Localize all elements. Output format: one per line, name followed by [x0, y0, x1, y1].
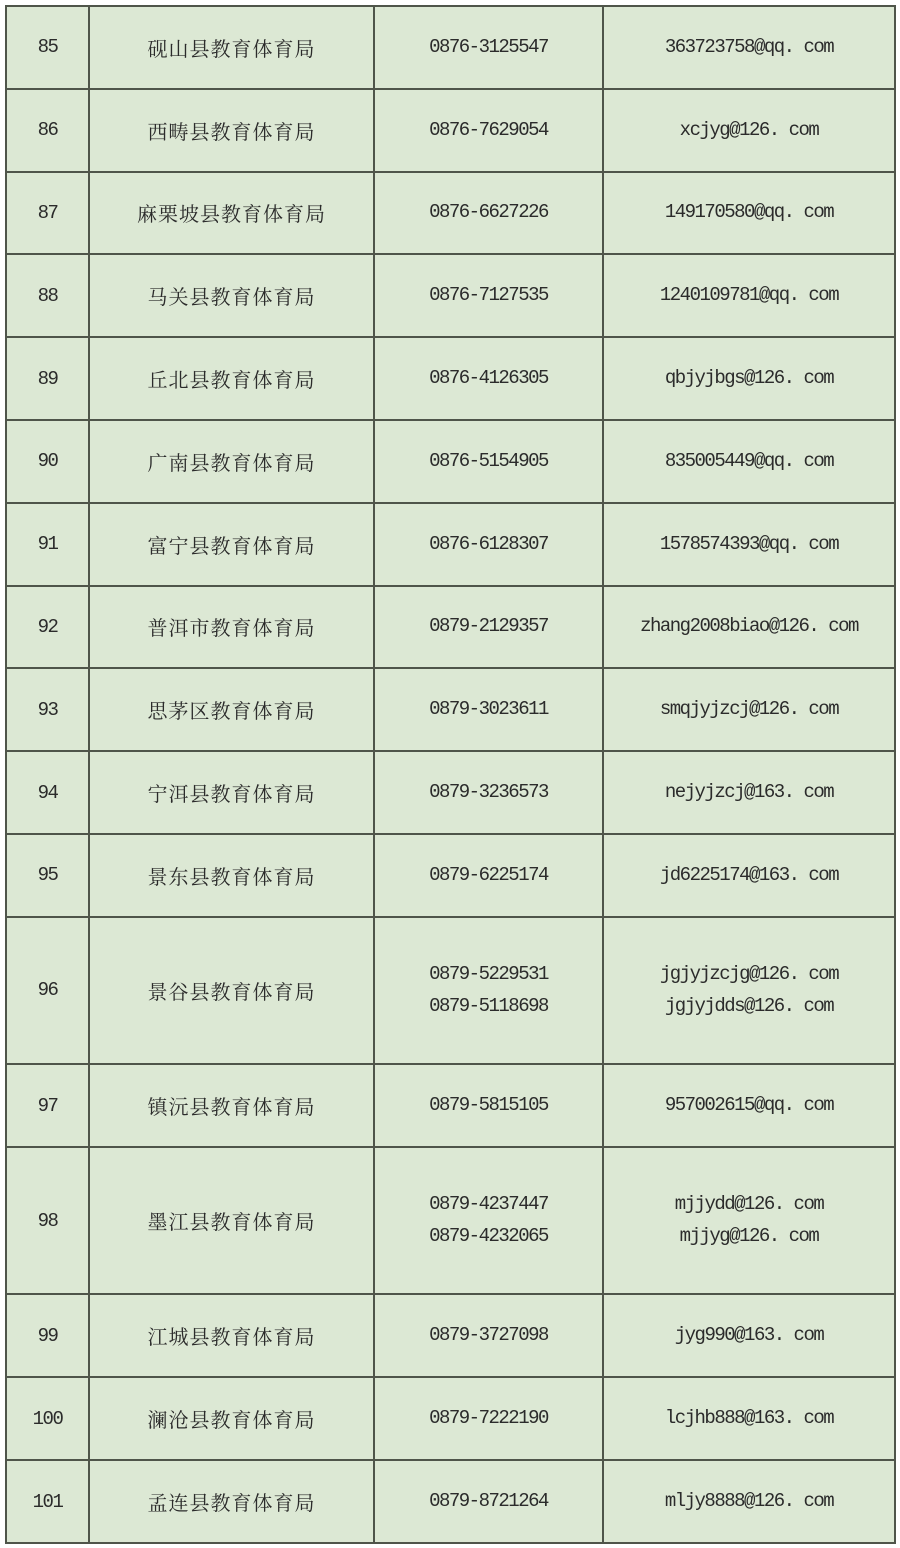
email-line: jgjyjzcjg@126. com: [659, 962, 839, 985]
email-line: 363723758@qq. com: [664, 35, 834, 58]
row-number-cell: 96: [6, 917, 89, 1064]
email-line: 1240109781@qq. com: [659, 284, 839, 307]
phone-cell: [374, 1377, 603, 1460]
phone-line: 0879-8721264: [429, 1490, 548, 1513]
phone-line: 0879-3727098: [429, 1324, 548, 1347]
table-row: [6, 420, 895, 503]
row-number-cell: 90: [6, 420, 89, 503]
table-row: [6, 751, 895, 834]
row-number-cell: 89: [6, 337, 89, 420]
phone-cell: [374, 254, 603, 337]
phone-cell: [374, 1294, 603, 1377]
bureau-name-cell: 镇沅县教育体育局: [89, 1064, 374, 1147]
phone-line: 0879-5118698: [429, 994, 548, 1017]
phone-cell: [374, 337, 603, 420]
email-line: jd6225174@163. com: [659, 863, 839, 886]
email-cell: [603, 1064, 895, 1147]
bureau-name-cell: 西畴县教育体育局: [89, 89, 374, 172]
phone-line: 0876-3125547: [429, 35, 548, 58]
email-cell: [603, 89, 895, 172]
email-cell: [603, 1294, 895, 1377]
bureau-name-cell: 砚山县教育体育局: [89, 6, 374, 89]
bureau-name-cell: 丘北县教育体育局: [89, 337, 374, 420]
phone-line: 0879-4237447: [429, 1193, 548, 1216]
email-cell: [603, 6, 895, 89]
email-line: mjjydd@126. com: [674, 1193, 824, 1216]
row-number-cell: 97: [6, 1064, 89, 1147]
row-number-cell: 94: [6, 751, 89, 834]
row-number-cell: 98: [6, 1147, 89, 1294]
phone-line: 0879-2129357: [429, 615, 548, 638]
email-cell: [603, 1460, 895, 1543]
phone-cell: [374, 1147, 603, 1294]
bureau-name-cell: 江城县教育体育局: [89, 1294, 374, 1377]
table-row: [6, 503, 895, 586]
contact-table-container: [5, 5, 894, 1544]
phone-line: 0876-6128307: [429, 532, 548, 555]
phone-line: 0876-4126305: [429, 367, 548, 390]
table-row: [6, 6, 895, 89]
phone-line: 0879-3023611: [429, 698, 548, 721]
bureau-name-cell: 广南县教育体育局: [89, 420, 374, 503]
bureau-name-cell: 普洱市教育体育局: [89, 586, 374, 669]
phone-line: 0879-7222190: [429, 1407, 548, 1430]
phone-line: 0876-6627226: [429, 201, 548, 224]
email-line: mljy8888@126. com: [664, 1490, 834, 1513]
email-cell: [603, 1147, 895, 1294]
phone-cell: [374, 668, 603, 751]
row-number-cell: 95: [6, 834, 89, 917]
email-cell: [603, 172, 895, 255]
table-row: [6, 586, 895, 669]
table-row: [6, 1460, 895, 1543]
phone-cell: [374, 1460, 603, 1543]
table-row: [6, 254, 895, 337]
phone-cell: [374, 917, 603, 1064]
table-row: [6, 834, 895, 917]
email-line: nejyjzcj@163. com: [664, 781, 834, 804]
email-cell: [603, 834, 895, 917]
row-number-cell: 91: [6, 503, 89, 586]
row-number-cell: 93: [6, 668, 89, 751]
table-row: [6, 1377, 895, 1460]
phone-cell: [374, 172, 603, 255]
bureau-name-cell: 宁洱县教育体育局: [89, 751, 374, 834]
email-line: 1578574393@qq. com: [659, 532, 839, 555]
table-row: [6, 89, 895, 172]
phone-line: 0879-6225174: [429, 863, 548, 886]
row-number-cell: 92: [6, 586, 89, 669]
row-number-cell: 88: [6, 254, 89, 337]
email-cell: [603, 586, 895, 669]
row-number-cell: 87: [6, 172, 89, 255]
phone-line: 0876-5154905: [429, 449, 548, 472]
bureau-name-cell: 澜沧县教育体育局: [89, 1377, 374, 1460]
row-number-cell: 85: [6, 6, 89, 89]
phone-cell: [374, 751, 603, 834]
bureau-name-cell: 孟连县教育体育局: [89, 1460, 374, 1543]
email-cell: [603, 1377, 895, 1460]
phone-cell: [374, 503, 603, 586]
table-row: [6, 172, 895, 255]
email-line: jgjyjdds@126. com: [664, 994, 834, 1017]
phone-line: 0879-5815105: [429, 1094, 548, 1117]
bureau-name-cell: 富宁县教育体育局: [89, 503, 374, 586]
phone-cell: [374, 6, 603, 89]
row-number-cell: 100: [6, 1377, 89, 1460]
email-line: jyg990@163. com: [674, 1324, 824, 1347]
phone-line: 0876-7127535: [429, 284, 548, 307]
table-row: [6, 668, 895, 751]
phone-line: 0879-5229531: [429, 962, 548, 985]
email-cell: [603, 917, 895, 1064]
email-line: qbjyjbgs@126. com: [664, 367, 834, 390]
bureau-name-cell: 思茅区教育体育局: [89, 668, 374, 751]
phone-line: 0879-3236573: [429, 781, 548, 804]
bureau-name-cell: 墨江县教育体育局: [89, 1147, 374, 1294]
email-cell: [603, 751, 895, 834]
phone-line: 0876-7629054: [429, 118, 548, 141]
table-row: [6, 337, 895, 420]
table-row: [6, 917, 895, 1064]
row-number-cell: 101: [6, 1460, 89, 1543]
email-line: smqjyjzcj@126. com: [659, 698, 839, 721]
phone-cell: [374, 834, 603, 917]
bureau-name-cell: 马关县教育体育局: [89, 254, 374, 337]
email-cell: [603, 503, 895, 586]
email-line: 149170580@qq. com: [664, 201, 834, 224]
email-line: 835005449@qq. com: [664, 449, 834, 472]
email-line: mjjyg@126. com: [679, 1225, 819, 1248]
contact-table: [5, 5, 896, 1544]
email-cell: [603, 668, 895, 751]
email-line: lcjhb888@163. com: [664, 1407, 834, 1430]
email-line: xcjyg@126. com: [679, 118, 819, 141]
table-row: [6, 1294, 895, 1377]
row-number-cell: 99: [6, 1294, 89, 1377]
email-cell: [603, 254, 895, 337]
email-cell: [603, 337, 895, 420]
table-row: [6, 1147, 895, 1294]
phone-cell: [374, 1064, 603, 1147]
bureau-name-cell: 麻栗坡县教育体育局: [89, 172, 374, 255]
email-line: zhang2008biao@126. com: [640, 615, 858, 638]
phone-cell: [374, 586, 603, 669]
phone-cell: [374, 420, 603, 503]
phone-cell: [374, 89, 603, 172]
bureau-name-cell: 景东县教育体育局: [89, 834, 374, 917]
bureau-name-cell: 景谷县教育体育局: [89, 917, 374, 1064]
row-number-cell: 86: [6, 89, 89, 172]
phone-line: 0879-4232065: [429, 1225, 548, 1248]
email-cell: [603, 420, 895, 503]
email-line: 957002615@qq. com: [664, 1094, 834, 1117]
table-row: [6, 1064, 895, 1147]
